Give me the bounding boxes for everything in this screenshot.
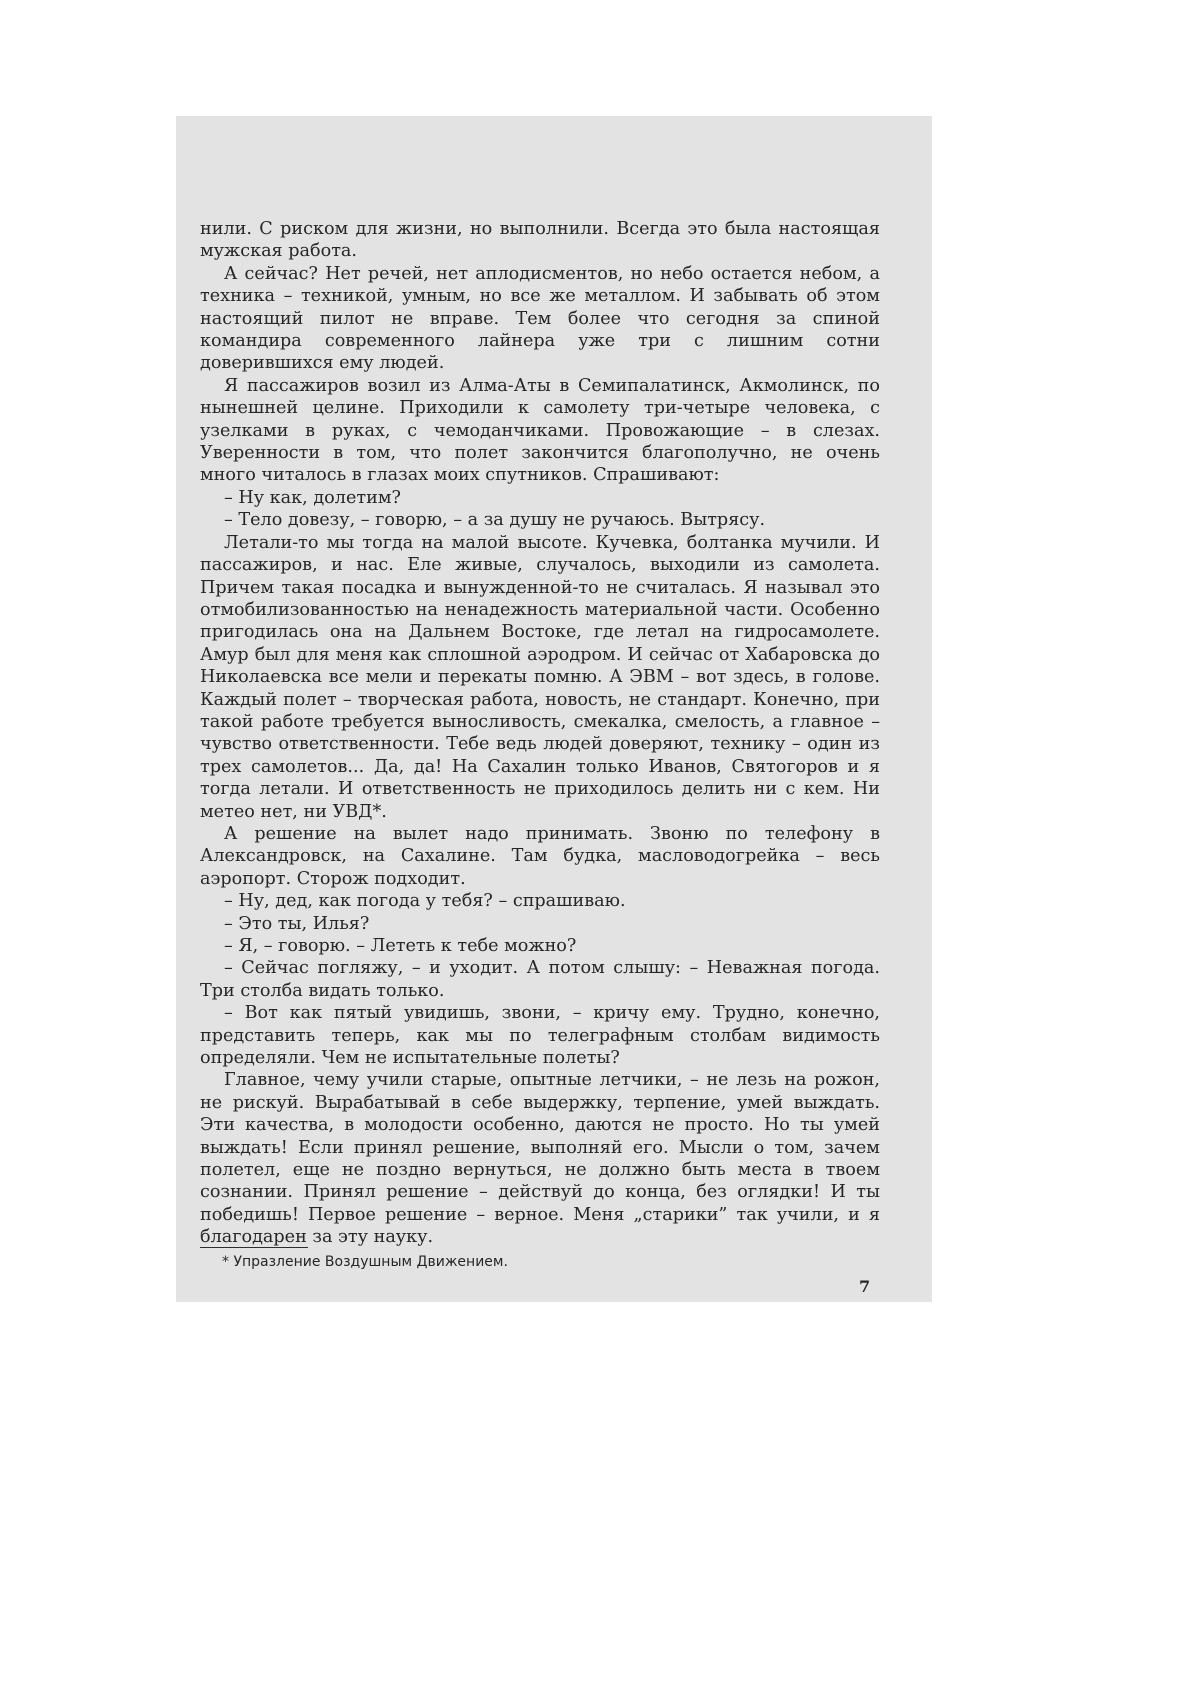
dialogue-line: – Я, – говорю. – Лететь к тебе можно?	[224, 936, 577, 956]
paragraph: А сейчас? Нет речей, нет аплодисментов, но небо остается небом, а техника – техникой, умным, но все же металлом. И забывать об этом настоящий пилот не вправе. Тем более что сегодня за спиной командира современного лайнера уже три с лишним сотни доверившихся ему людей.	[200, 263, 880, 374]
dialogue-line: – Вот как пятый увидишь, звони, – кричу ему. Трудно, конечно, представить теперь, как мы по телеграфным столбам видимость определяли. Чем не испытательные полеты?	[200, 1003, 880, 1069]
paragraph: Главное, чему учили старые, опытные летчики, – не лезь на рожон, не рискуй. Вырабатывай в себе выдержку, терпение, умей выждать. Эти качества, в молодости особенно, даются не просто. Но ты умей выждать! Если принял решение, выполняй его. Мысли о том, зачем полетел, еще не поздно вернуться, не должно быть места в твоем сознании. Принял решение – действуй до конца, без оглядки! И ты победишь! Первое решение – верное. Меня „старики” так учили, и я благодарен за эту науку.	[200, 1070, 880, 1248]
dialogue-line: – Тело довезу, – говорю, – а за душу не ручаюсь. Вытрясу.	[224, 510, 766, 531]
dialogue-line: – Сейчас погляжу, – и уходит. А потом слышу: – Неважная погода. Три столба видать только.	[200, 958, 880, 1001]
footnote: * Упразление Воздушным Движением.	[222, 1254, 508, 1270]
dialogue-line: – Ну, дед, как погода у тебя? – спрашиваю.	[224, 891, 626, 912]
body-text	[200, 218, 880, 1249]
scanned-page	[176, 116, 932, 1302]
paragraph: Я пассажиров возил из Алма-Аты в Семипалатинск, Акмолинск, по нынешней целине. Приходили к самолету три-четыре человека, с узелками в руках, с чемоданчиками. Провожающие – в слезах. Уверенности в том, что полет закончится благополучно, не очень много читалось в глазах моих спутников. Спрашивают:	[200, 375, 880, 486]
page-number: 7	[859, 1277, 871, 1296]
dialogue-line: – Ну как, долетим?	[224, 487, 401, 508]
footnote-divider	[200, 1247, 308, 1248]
dialogue-line: – Это ты, Илья?	[224, 913, 370, 934]
paragraph: Летали-то мы тогда на малой высоте. Кучевка, болтанка мучили. И пассажиров, и нас. Еле живые, случалось, выходили из самолета. Причем такая посадка и вынужденной-то не считалась. Я называл это отмобилизованностью на ненадежность материальной части. Особенно пригодилась она на Дальнем Востоке, где летал на гидросамолете. Амур был для меня как сплошной аэродром. И сейчас от Хабаровска до Николаевска все мели и перекаты помню. А ЭВМ – вот здесь, в голове. Каждый полет – творческая работа, новость, не стандарт. Конечно, при такой работе требуется выносливость, смекалка, смелость, а главное – чувство ответственности. Тебе ведь людей доверяют, технику – один из трех самолетов... Да, да! На Сахалин только Иванов, Святогоров и я тогда летали. И ответственность не приходилось делить ни с кем. Ни метео нет, ни УВД*.	[200, 532, 880, 822]
paragraph: нили. С риском для жизни, но выполнили. Всегда это была настоящая мужская работа.	[200, 219, 880, 262]
paragraph: А решение на вылет надо принимать. Звоню по телефону в Александровск, на Сахалине. Там будка, масловодогрейка – весь аэропорт. Сторож подходит.	[200, 823, 880, 889]
